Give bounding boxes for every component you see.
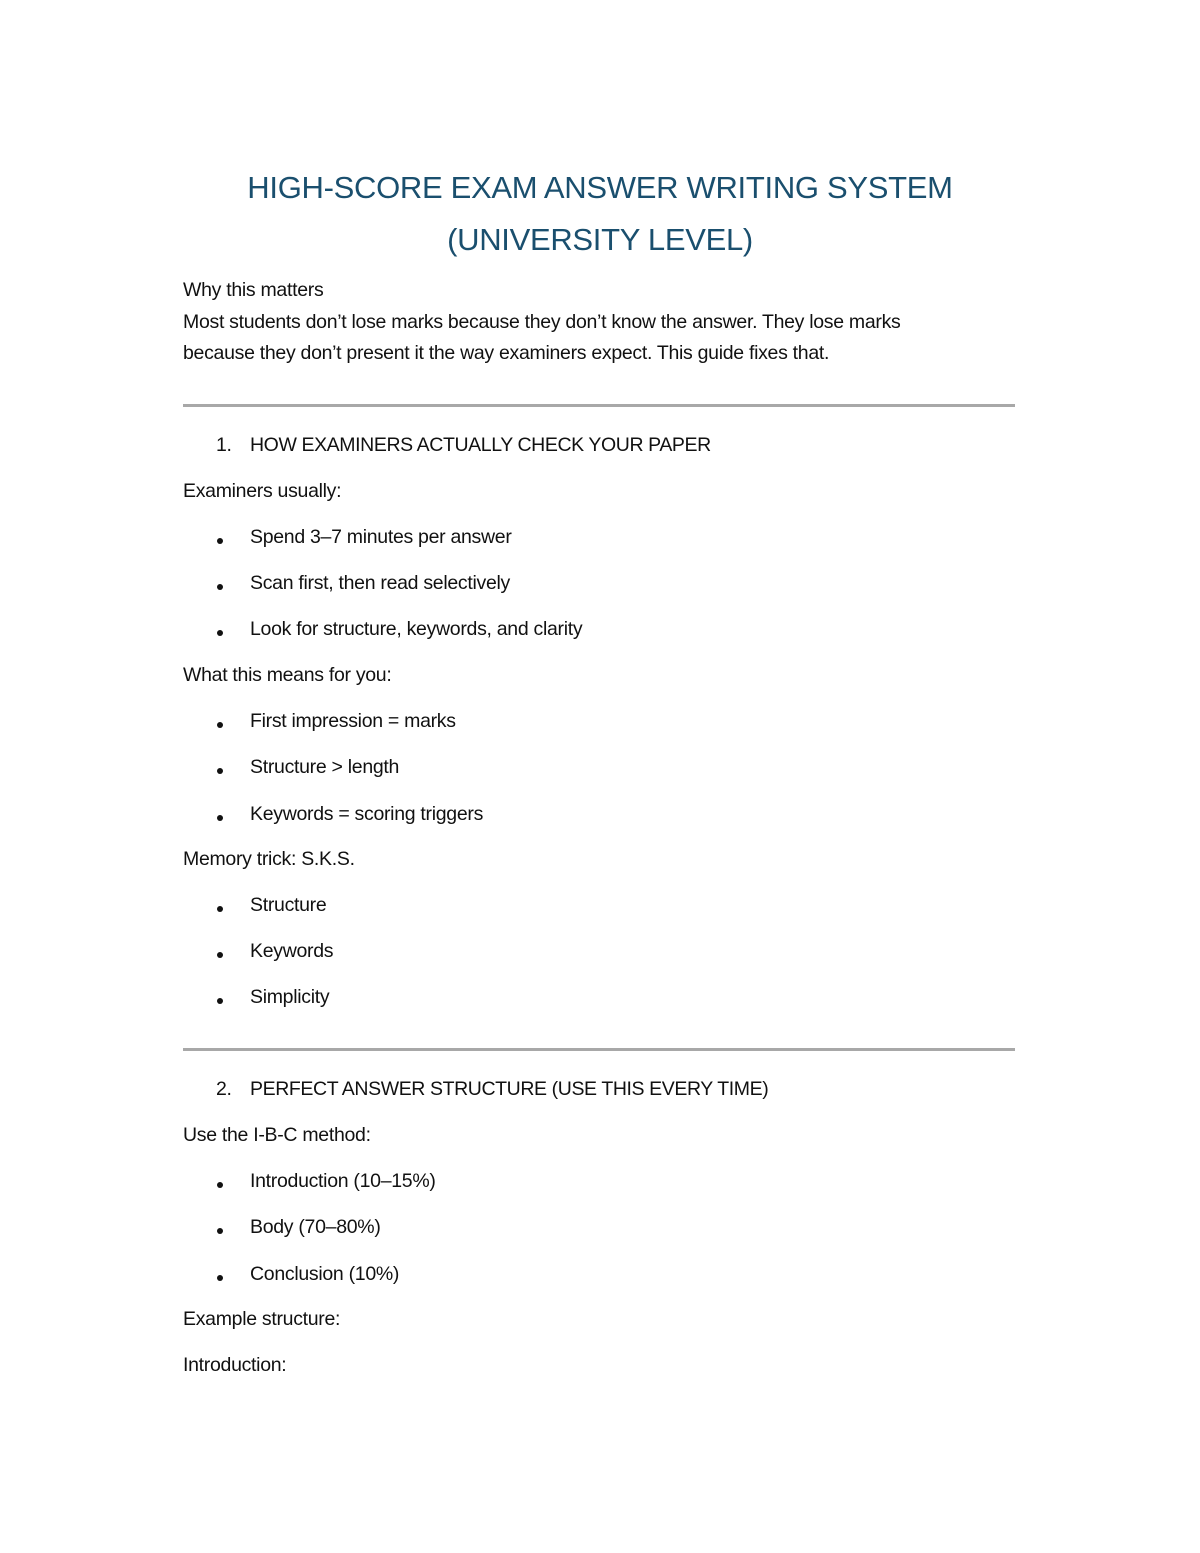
list-item [0,894,1200,922]
bullet-icon [217,998,223,1004]
intro-paragraph-line-1: Most students don’t lose marks because they don’t know the answer. They lose marks [183,311,901,333]
list-item [0,986,1200,1014]
bullet-icon [217,1228,223,1234]
bullet-icon [217,906,223,912]
bullet-icon [217,722,223,728]
section-1-heading [0,434,1200,462]
section-1-lead-memory-trick: Memory trick: S.K.S. [183,848,355,870]
bullet-icon [217,584,223,590]
section-1-lead-meaning: What this means for you: [183,664,392,686]
bullet-icon [217,1275,223,1281]
list-item [0,526,1200,554]
list-item-label: Body (70–80%) [250,1216,381,1238]
section-divider [183,404,1015,407]
list-item [0,803,1200,831]
section-2-title: PERFECT ANSWER STRUCTURE (USE THIS EVERY TIME) [250,1078,769,1100]
list-item [0,940,1200,968]
list-item [0,572,1200,600]
section-2-lead-method: Use the I-B-C method: [183,1124,371,1146]
bullet-icon [217,1182,223,1188]
document-title-line-2: (UNIVERSITY LEVEL) [447,222,753,257]
section-1-number: 1. [216,434,232,456]
section-2-lead-introduction: Introduction: [183,1354,287,1376]
section-2-number: 2. [216,1078,232,1100]
bullet-icon [217,952,223,958]
section-2-lead-example: Example structure: [183,1308,341,1330]
list-item-label: Keywords [250,940,334,962]
list-item-label: Scan first, then read selectively [250,572,510,594]
bullet-icon [217,768,223,774]
bullet-icon [217,815,223,821]
list-item-label: Conclusion (10%) [250,1263,400,1285]
section-divider [183,1048,1015,1051]
list-item [0,756,1200,784]
bullet-icon [217,630,223,636]
list-item [0,1216,1200,1244]
list-item [0,1263,1200,1291]
section-2-heading [0,1078,1200,1106]
section-1-lead-examiners: Examiners usually: [183,480,342,502]
list-item-label: Keywords = scoring triggers [250,803,484,825]
list-item [0,710,1200,738]
list-item-label: Structure > length [250,756,400,778]
list-item [0,618,1200,646]
list-item-label: Introduction (10–15%) [250,1170,436,1192]
list-item-label: First impression = marks [250,710,456,732]
list-item [0,1170,1200,1198]
list-item-label: Simplicity [250,986,330,1008]
document-title-line-1: HIGH-SCORE EXAM ANSWER WRITING SYSTEM [247,170,953,205]
intro-heading: Why this matters [183,279,324,301]
list-item-label: Look for structure, keywords, and clarity [250,618,583,640]
section-1-title: HOW EXAMINERS ACTUALLY CHECK YOUR PAPER [250,434,711,456]
intro-paragraph-line-2: because they don’t present it the way examiners expect. This guide fixes that. [183,342,830,364]
list-item-label: Structure [250,894,327,916]
bullet-icon [217,538,223,544]
list-item-label: Spend 3–7 minutes per answer [250,526,512,548]
